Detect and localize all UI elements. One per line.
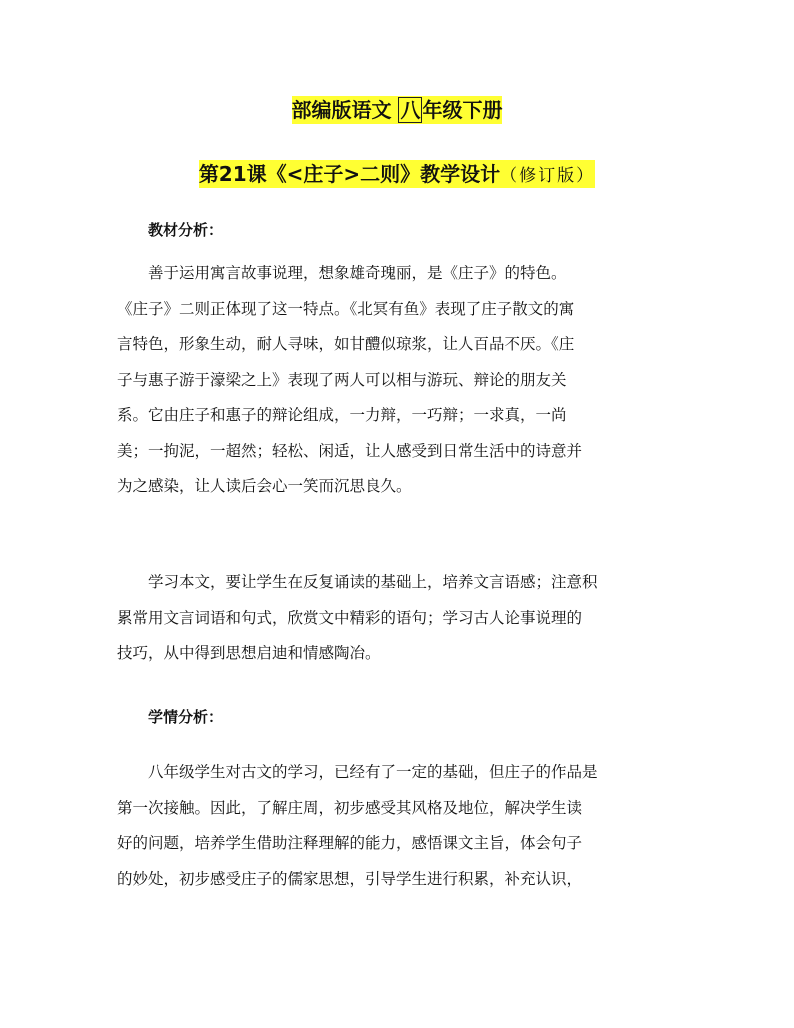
grade-title-part-b: 年级下册 (422, 98, 503, 122)
student-analysis-paragraph (117, 755, 647, 897)
text-line: 美；一拘泥，一超然；轻松、闲适，让人感受到日常生活中的诗意并 (117, 441, 583, 460)
text-line: 的妙处，初步感受庄子的儒家思想，引导学生进行积累，补充认识， (117, 869, 583, 888)
text-line: 好的问题，培养学生借助注释理解的能力，感悟课文主旨，体会句子 (117, 834, 583, 852)
lesson-title (0, 160, 794, 190)
student-analysis-heading: 学情分析： (148, 708, 224, 726)
text-line: 为之感染，让人读后会心一笑而沉思良久。 (117, 477, 412, 495)
text-line: 《庄子》二则正体现了这一特点。《北冥有鱼》表现了庄子散文的寓 (117, 299, 575, 318)
grade-title (0, 96, 794, 124)
text-line: 言特色，形象生动，耐人寻味，如甘醴似琼浆，让人百品不厌。《庄 (117, 335, 575, 353)
text-line: 子与惠子游于濠梁之上》表现了两人可以相与游玩、辩论的朋友关 (117, 370, 567, 389)
material-analysis-heading: 教材分析： (148, 221, 224, 239)
grade-title-boxed-char: 八 (400, 98, 421, 122)
text-line: 善于运用寓言故事说理，想象雄奇瑰丽，是《庄子》的特色。 (148, 264, 567, 282)
grade-title-highlight (292, 96, 503, 124)
text-line: 系。它由庄子和惠子的辩论组成，一力辩，一巧辩；一求真，一尚 (117, 406, 567, 424)
text-line: 八年级学生对古文的学习，已经有了一定的基础，但庄子的作品是 (148, 763, 598, 781)
text-line: 技巧，从中得到思想启迪和情感陶冶。 (117, 644, 381, 662)
lesson-title-revision: （修订版） (500, 166, 596, 186)
lesson-title-main: 第21课《<庄子>二则》教学设计 (198, 162, 501, 186)
material-analysis-paragraph-2 (117, 565, 647, 672)
text-line: 第一次接触。因此，了解庄周，初步感受其风格及地位，解决学生读 (117, 798, 583, 817)
lesson-title-highlight (199, 160, 595, 188)
grade-title-part-a: 部编版语文 (291, 98, 399, 122)
material-analysis-paragraph-1 (117, 256, 647, 505)
text-line: 学习本文，要让学生在反复诵读的基础上，培养文言语感；注意积 (148, 573, 598, 591)
text-line: 累常用文言词语和句式，欣赏文中精彩的语句；学习古人论事说理的 (117, 608, 583, 627)
